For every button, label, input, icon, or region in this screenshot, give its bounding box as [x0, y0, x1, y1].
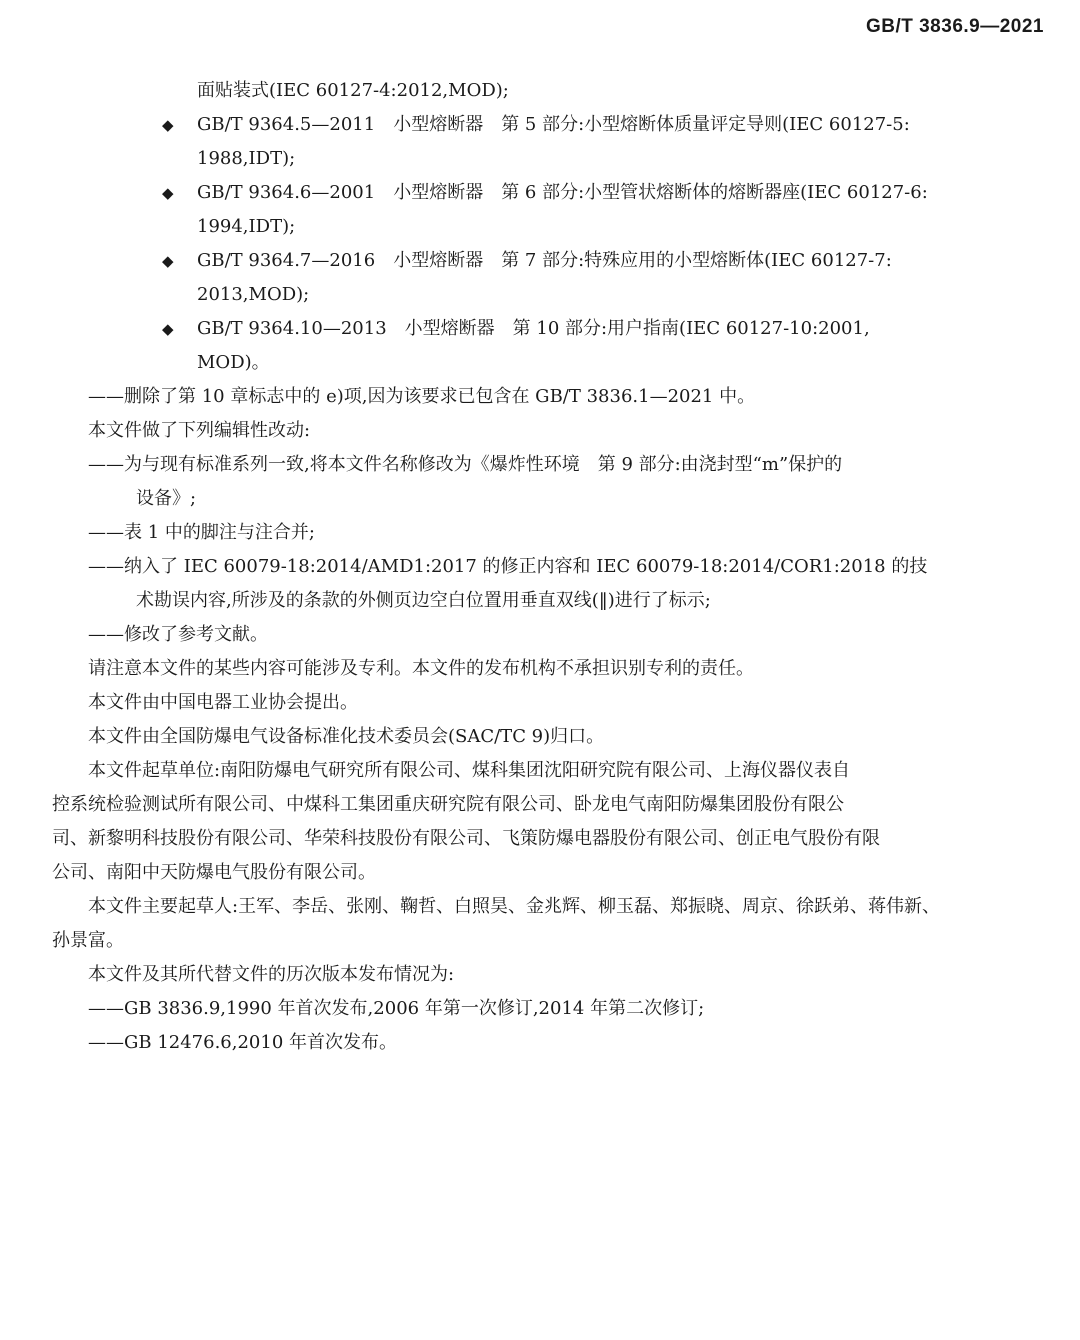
diamond-bullet-icon: ◆	[162, 184, 174, 202]
bullet-item	[52, 108, 1046, 142]
standard-code-header: GB/T 3836.9—2021	[865, 16, 1044, 37]
dash-item: ——为与现有标准系列一致,将本文件名称修改为《爆炸性环境 第 9 部分:由浇封型“m”保护的	[88, 454, 843, 475]
diamond-bullet-icon: ◆	[162, 252, 174, 270]
diamond-bullet-icon: ◆	[162, 320, 174, 338]
dash-item: ——修改了参考文献。	[88, 624, 268, 645]
paragraph: 请注意本文件的某些内容可能涉及专利。本文件的发布机构不承担识别专利的责任。	[88, 658, 754, 679]
bullet-continuation-line: 1988,IDT);	[197, 148, 296, 169]
bullet-continuation-line: 面贴装式(IEC 60127-4:2012,MOD);	[197, 80, 509, 101]
paragraph: 本文件及其所代替文件的历次版本发布情况为:	[88, 964, 455, 985]
bullet-text: GB/T 9364.6—2001 小型熔断器 第 6 部分:小型管状熔断体的熔断器座(IEC 60127-6:	[197, 182, 928, 203]
dash-item: ——GB 3836.9,1990 年首次发布,2006 年第一次修订,2014 年第二次修订;	[88, 998, 705, 1019]
bullet-text: GB/T 9364.5—2011 小型熔断器 第 5 部分:小型熔断体质量评定导则(IEC 60127-5:	[197, 114, 910, 135]
paragraph: 本文件起草单位:南阳防爆电气研究所有限公司、煤科集团沈阳研究院有限公司、上海仪器仪表自	[88, 760, 851, 781]
bullet-text: GB/T 9364.7—2016 小型熔断器 第 7 部分:特殊应用的小型熔断体(IEC 60127-7:	[197, 250, 892, 271]
paragraph: 本文件主要起草人:王军、李岳、张刚、鞠哲、白照昊、金兆辉、柳玉磊、郑振晓、周京、徐跃弟、蒋伟新、	[88, 896, 941, 917]
bullet-text: GB/T 9364.10—2013 小型熔断器 第 10 部分:用户指南(IEC 60127-10:2001,	[197, 318, 870, 339]
paragraph: 本文件由中国电器工业协会提出。	[88, 692, 358, 713]
diamond-bullet-icon: ◆	[162, 116, 174, 134]
bullet-item	[52, 312, 1046, 346]
dash-item: ——删除了第 10 章标志中的 e)项,因为该要求已包含在 GB/T 3836.1—2021 中。	[88, 386, 756, 407]
paragraph: 本文件做了下列编辑性改动:	[88, 420, 311, 441]
dash-item-continuation: 设备》;	[136, 488, 197, 509]
dash-item: ——GB 12476.6,2010 年首次发布。	[88, 1032, 398, 1053]
bullet-item	[52, 244, 1046, 278]
bullet-continuation-line: MOD)。	[197, 352, 270, 373]
paragraph-continuation: 司、新黎明科技股份有限公司、华荣科技股份有限公司、飞策防爆电器股份有限公司、创正电气股份有限	[52, 828, 880, 849]
document-body	[52, 74, 1046, 1060]
paragraph-continuation: 孙景富。	[52, 930, 124, 951]
dash-item: ——表 1 中的脚注与注合并;	[88, 522, 315, 543]
paragraph-continuation: 公司、南阳中天防爆电气股份有限公司。	[52, 862, 376, 883]
dash-item-continuation: 术勘误内容,所涉及的条款的外侧页边空白位置用垂直双线(‖)进行了标示;	[136, 590, 711, 611]
bullet-continuation-line: 2013,MOD);	[197, 284, 310, 305]
bullet-item	[52, 176, 1046, 210]
paragraph: 本文件由全国防爆电气设备标准化技术委员会(SAC/TC 9)归口。	[88, 726, 605, 747]
bullet-continuation-line: 1994,IDT);	[197, 216, 296, 237]
dash-item: ——纳入了 IEC 60079-18:2014/AMD1:2017 的修正内容和 IEC 60079-18:2014/COR1:2018 的技	[88, 556, 928, 577]
paragraph-continuation: 控系统检验测试所有限公司、中煤科工集团重庆研究院有限公司、卧龙电气南阳防爆集团股份有限公	[52, 794, 844, 815]
